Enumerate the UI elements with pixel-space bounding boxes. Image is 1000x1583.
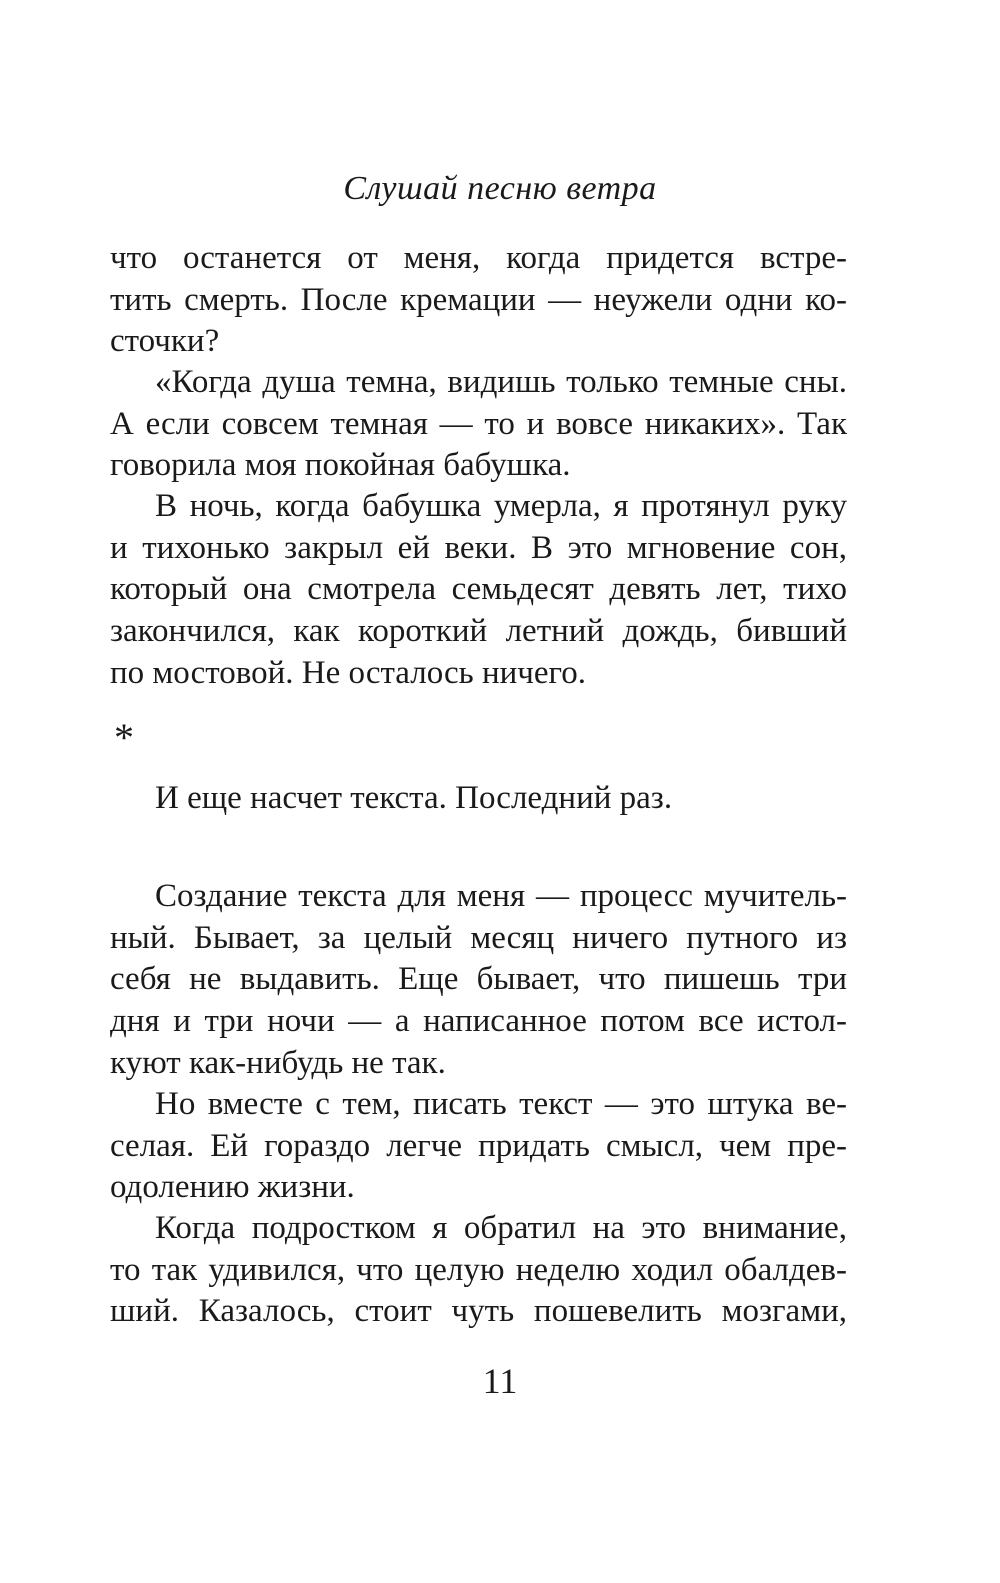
- text-line: И еще насчет текста. Последний раз.: [155, 780, 673, 816]
- text-line: и тихонько закрыл ей веки. В это мгновение сон,: [110, 529, 847, 566]
- text-line: закончился, как короткий летний дождь, бивший: [110, 613, 847, 650]
- text-line: селая. Ей гораздо легче придать смысл, чем пре-: [110, 1127, 847, 1164]
- text-line: ший. Казалось, стоит чуть пошевелить мозгами,: [110, 1293, 847, 1330]
- text-line: Но вместе с тем, писать текст — это штука ве-: [155, 1086, 847, 1122]
- paragraph-teenager: [110, 1208, 847, 1333]
- text-line: «Когда душа темна, видишь только темные сны.: [155, 364, 847, 400]
- text-line: А если совсем темная — то и вовсе никаких». Так: [110, 405, 847, 442]
- text-line: себя не выдавить. Еще бывает, что пишешь три: [110, 961, 847, 998]
- text-line: по мостовой. Не осталось ничего.: [110, 654, 586, 691]
- text-line: дня и три ночи — а написанное потом все истол-: [110, 1003, 847, 1040]
- text-line: ный. Бывает, за целый месяц ничего путного из: [110, 919, 847, 956]
- text-line: одолению жизни.: [110, 1169, 355, 1206]
- paragraph-writing-painful: [110, 876, 847, 1085]
- text-line: который она смотрела семьдесят девять лет, тихо: [110, 571, 847, 608]
- text-line: говорила моя покойная бабушка.: [110, 447, 571, 484]
- text-line: что останется от меня, когда придется встре-: [110, 240, 847, 276]
- running-title: Слушай песню ветра: [343, 170, 657, 207]
- section-separator: *: [114, 715, 134, 760]
- paragraph-continuation: [110, 238, 847, 363]
- paragraph-writing-fun: [110, 1084, 847, 1209]
- paragraph-grandmother-death: [110, 486, 847, 695]
- paragraph-text-intro: [110, 778, 847, 820]
- text-line: тить смерть. После кремации — неужели одни ко-: [110, 281, 847, 318]
- text-line: В ночь, когда бабушка умерла, я протянул руку: [155, 488, 847, 524]
- text-line: Когда подростком я обратил на это внимание,: [155, 1210, 847, 1246]
- text-line: Создание текста для меня — процесс мучитель-: [155, 878, 847, 914]
- text-line: куют как-нибудь не так.: [110, 1044, 446, 1081]
- paragraph-grandmother-quote: [110, 362, 847, 487]
- text-line: сточки?: [110, 323, 220, 360]
- page-number: 11: [482, 1361, 518, 1401]
- text-line: то так удивился, что целую неделю ходил обалдев-: [110, 1251, 847, 1288]
